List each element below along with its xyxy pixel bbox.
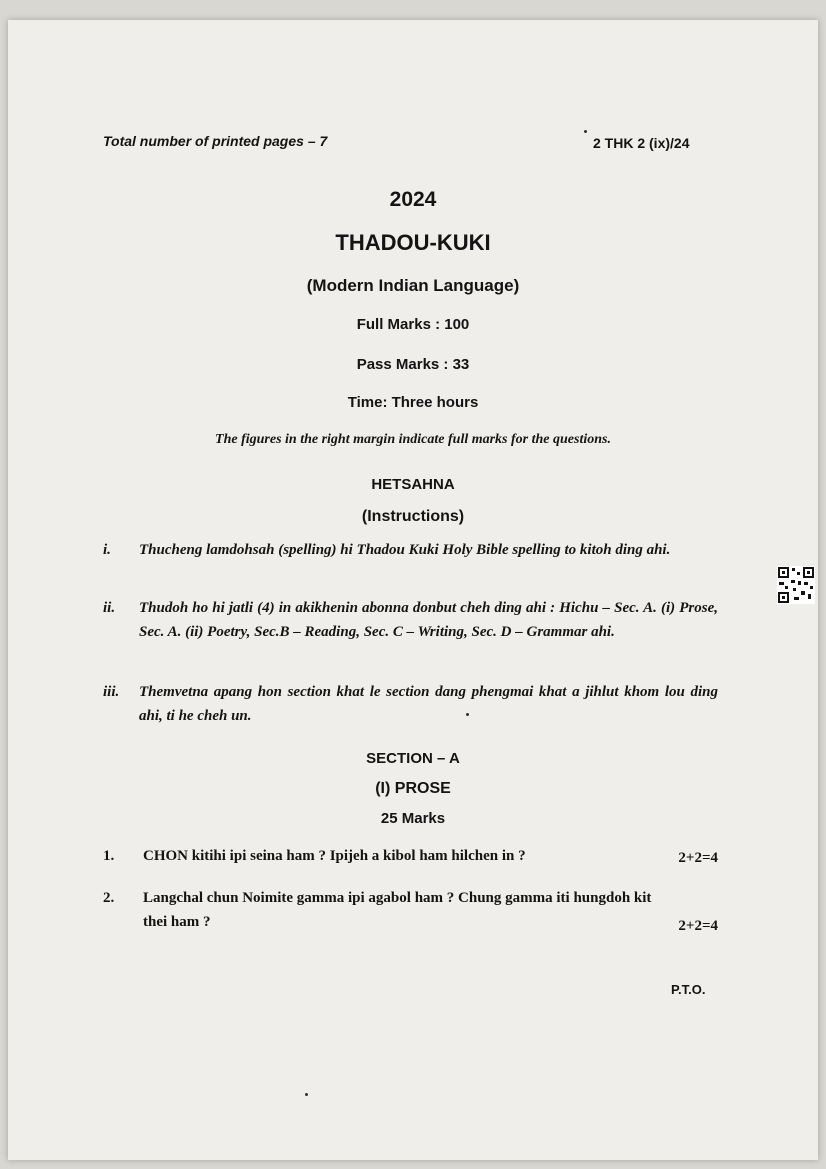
- exam-year: 2024: [389, 188, 437, 211]
- subject-title: THADOU-KUKI: [335, 230, 491, 255]
- instruction-number: ii.: [103, 600, 116, 616]
- question-number: 2.: [103, 890, 115, 906]
- language-type: (Modern Indian Language): [306, 276, 520, 295]
- ink-speck: [305, 1093, 308, 1096]
- margin-note: The figures in the right margin indicate full marks for the questions.: [215, 432, 611, 447]
- instructions-heading-english: (Instructions): [361, 508, 465, 525]
- exam-duration: Time: Three hours: [347, 394, 479, 411]
- pass-marks: Pass Marks : 33: [356, 356, 470, 373]
- exam-page: [8, 20, 818, 1160]
- question-item: [103, 844, 718, 868]
- instruction-item: [103, 596, 718, 644]
- paper-code: 2 THK 2 (ix)/24: [593, 135, 690, 151]
- instruction-text: Thucheng lamdohsah (spelling) hi Thadou Kuki Holy Bible spelling to kitoh ding ahi.: [139, 542, 671, 558]
- section-title: SECTION – A: [366, 750, 460, 767]
- question-text: CHON kitihi ipi seina ham ? Ipijeh a kibol ham hilchen in ?: [143, 848, 526, 864]
- question-number: 1.: [103, 848, 115, 864]
- section-marks: 25 Marks: [380, 810, 446, 827]
- question-item: [103, 886, 718, 934]
- question-marks: 2+2=4: [678, 918, 718, 934]
- instruction-item: [103, 680, 718, 728]
- section-subtitle: (I) PROSE: [375, 780, 451, 797]
- ink-speck: [466, 713, 469, 716]
- question-text: Langchal chun Noimite gamma ipi agabol ham ? Chung gamma iti hungdoh kit thei ham ?: [143, 890, 652, 930]
- printed-pages-count: Total number of printed pages – 7: [103, 133, 328, 149]
- instruction-number: iii.: [103, 684, 120, 700]
- qr-code-icon: [777, 566, 815, 604]
- page-turn-note: P.T.O.: [671, 982, 706, 997]
- instructions-heading-local: HETSAHNA: [371, 476, 455, 493]
- question-marks: 2+2=4: [678, 850, 718, 866]
- instruction-text: Thudoh ho hi jatli (4) in akikhenin abonna donbut cheh ding ahi : Hichu – Sec. A. (i) Prose, Sec. A. (ii) Poetry, Sec.B – Reading, Sec. C – Writing, Sec. D – Grammar ahi.: [139, 600, 718, 640]
- instruction-text: Themvetna apang hon section khat le section dang phengmai khat a jihlut khom lou ding ahi, ti he cheh un.: [139, 684, 718, 724]
- instruction-item: [103, 538, 718, 562]
- instruction-number: i.: [103, 542, 111, 558]
- full-marks: Full Marks : 100: [356, 316, 470, 333]
- ink-speck: [584, 130, 587, 133]
